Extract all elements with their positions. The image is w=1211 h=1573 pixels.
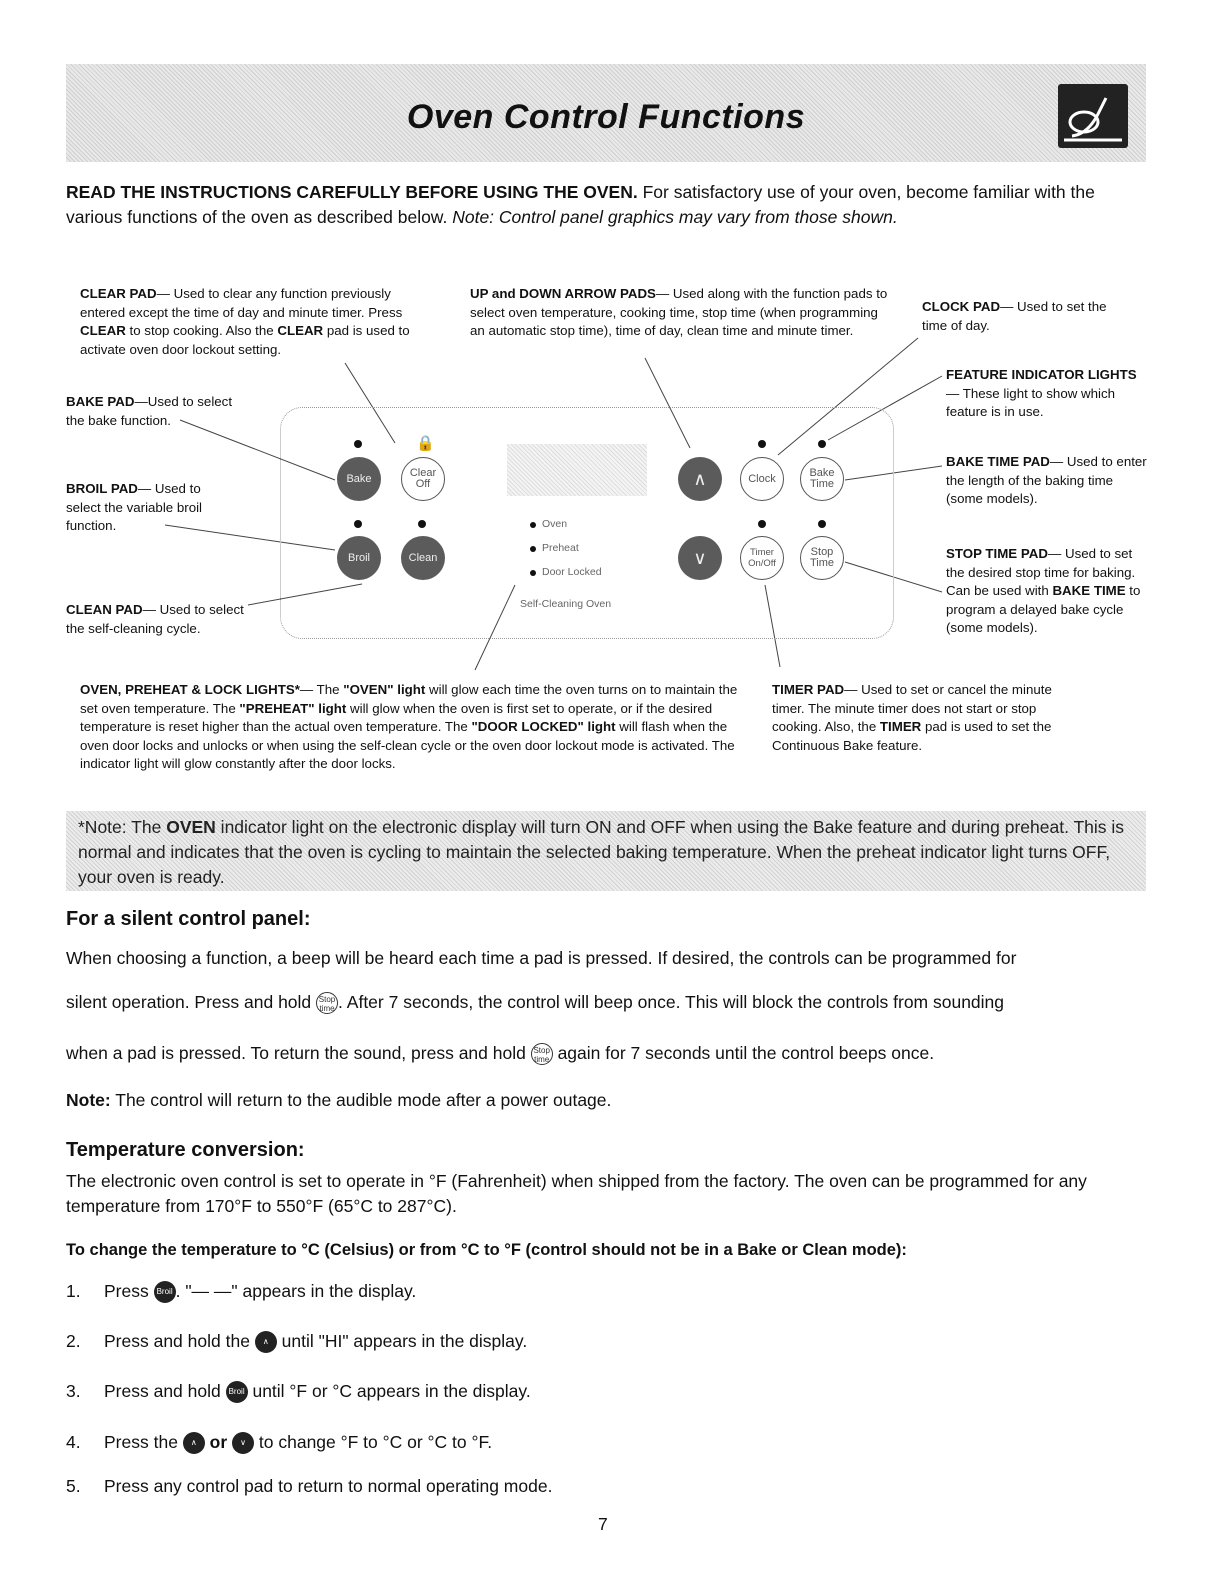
callout-indicator-lights: OVEN, PREHEAT & LOCK LIGHTS*— The "OVEN" light will glow each time the oven turns on to maintain the set oven temperature. The "PREHEAT" light will glow when the oven is first set to operate, or if the desired temperature is reset higher than the actual oven temperature. The "DOOR LOCKED" light will flash when the oven door locks and unlocks or when using the self-clean cycle or the oven door lockout mode is activated. The indicator light will glow constantly after the door locks. — [80, 682, 738, 771]
feature-light-broil — [354, 520, 362, 528]
callout-clean-pad: CLEAN PAD— Used to select the self-cleaning cycle. — [66, 602, 244, 636]
preheat-indicator-label: Preheat — [542, 542, 579, 554]
silent-paragraph-line1: When choosing a function, a beep will be heard each time a pad is pressed. If desired, the controls can be programmed for — [66, 948, 1017, 968]
timer-on-off-pad[interactable]: Timer On/Off — [740, 536, 784, 580]
oven-light-dot — [530, 522, 536, 528]
feature-light-bake — [354, 440, 362, 448]
feature-light-clean — [418, 520, 426, 528]
callout-arrow-pads: UP and DOWN ARROW PADS— Used along with the function pads to select oven temperature, cooking time, stop time (when programming an automatic stop time), time of day, clean time and minute timer. — [470, 286, 888, 338]
bake-time-pad[interactable]: Bake Time — [800, 457, 844, 501]
silent-paragraph-line3: when a pad is pressed. To return the sound, press and hold Stop time again for 7 seconds until the control beeps once. — [66, 1043, 935, 1065]
temperature-paragraph: The electronic oven control is set to operate in °F (Fahrenheit) when shipped from the factory. The oven can be programmed for any temperature from 170°F to 550°F (65°C to 287°C). — [66, 1171, 1087, 1216]
stop-time-pad-icon: Stop time — [531, 1043, 553, 1065]
callout-clock-pad: CLOCK PAD— Used to set the time of day. — [922, 299, 1107, 333]
step-4: 4. Press the ∧ or ∨ to change °F to °C or °C to °F. — [66, 1430, 1156, 1455]
callout-stop-time-pad: STOP TIME PAD— Used to set the desired stop time for baking. Can be used with BAKE TIME to program a delayed bake cycle (some models). — [946, 546, 1141, 635]
callout-bake-time-pad: BAKE TIME PAD— Used to enter the length of the baking time (some models). — [946, 454, 1147, 506]
clock-pad[interactable]: Clock — [740, 457, 784, 501]
temperature-subheading: To change the temperature to °C (Celsius) or from °C to °F (control should not be in a Bake or Clean mode): — [66, 1241, 907, 1259]
up-arrow-pad[interactable]: ∧ — [678, 457, 722, 501]
callout-broil-pad: BROIL PAD— Used to select the variable broil function. — [66, 481, 202, 533]
silent-note: Note: The control will return to the audible mode after a power outage. — [66, 1090, 612, 1110]
broil-pad-icon: Broil — [226, 1381, 248, 1403]
callout-clear-pad: CLEAR PAD— Used to clear any function previously entered except the time of day and minute timer. Press CLEAR to stop cooking. Also the CLEAR pad is used to activate oven door lockout setting. — [80, 286, 410, 357]
self-cleaning-indicator-label: Self-Cleaning Oven — [520, 598, 612, 610]
door-locked-light-dot — [530, 570, 536, 576]
step-3: 3. Press and hold Broil until °F or °C appears in the display. — [66, 1379, 1156, 1404]
broil-pad-icon: Broil — [154, 1281, 176, 1303]
step-2: 2. Press and hold the ∧ until "HI" appears in the display. — [66, 1329, 1156, 1354]
preheat-note-text: *Note: The OVEN indicator light on the electronic display will turn ON and OFF when using the Bake feature and during preheat. This is normal and indicates that the oven is cycling to maintain the selected baking temperature. When the preheat indicator light turns OFF, your oven is ready. — [78, 817, 1125, 887]
bake-pad[interactable]: Bake — [337, 457, 381, 501]
intro-warning: READ THE INSTRUCTIONS CAREFULLY BEFORE USING THE OVEN. — [66, 182, 638, 202]
feature-light-timer — [758, 520, 766, 528]
intro-text: For satisfactory use of your oven, become familiar with the various functions of the oven as described below. — [66, 182, 1095, 227]
door-locked-indicator-label: Door Locked — [542, 566, 602, 578]
feature-light-stop-time — [818, 520, 826, 528]
down-arrow-pad-icon: ∨ — [232, 1432, 254, 1454]
clear-off-pad[interactable]: Clear Off — [401, 457, 445, 501]
page-title: Oven Control Functions — [406, 98, 806, 136]
step-1: 1. Press Broil . "— —" appears in the display. — [66, 1279, 1156, 1304]
temperature-heading: Temperature conversion: — [66, 1139, 305, 1161]
lock-icon: 🔒 — [416, 435, 435, 452]
page-number: 7 — [598, 1514, 608, 1534]
stop-time-pad-icon: Stop time — [316, 992, 338, 1014]
electronic-display — [507, 444, 647, 496]
stop-time-pad[interactable]: Stop Time — [800, 536, 844, 580]
intro-note: Note: Control panel graphics may vary from those shown. — [452, 207, 898, 227]
broil-pad[interactable]: Broil — [337, 536, 381, 580]
step-5: 5. Press any control pad to return to normal operating mode. — [66, 1476, 553, 1496]
feature-light-clock — [758, 440, 766, 448]
silent-paragraph-line2: silent operation. Press and hold Stop time . After 7 seconds, the control will beep once. This will block the controls from sounding — [66, 992, 1005, 1014]
feature-light-bake-time — [818, 440, 826, 448]
oven-indicator-label: Oven — [542, 518, 568, 530]
up-arrow-pad-icon: ∧ — [255, 1331, 277, 1353]
callout-timer-pad: TIMER PAD— Used to set or cancel the minute timer. The minute timer does not start or stop cooking. Also, the TIMER pad is used to set the Continuous Bake feature. — [772, 682, 1052, 753]
up-arrow-pad-icon: ∧ — [183, 1432, 205, 1454]
down-arrow-pad[interactable]: ∨ — [678, 536, 722, 580]
callout-feature-lights: FEATURE INDICATOR LIGHTS— These light to show which feature is in use. — [946, 367, 1137, 419]
callout-bake-pad: BAKE PAD—Used to select the bake function. — [66, 394, 233, 428]
preheat-note-box — [66, 811, 1146, 891]
preheat-light-dot — [530, 546, 536, 552]
silent-panel-heading: For a silent control panel: — [66, 908, 311, 930]
clean-pad[interactable]: Clean — [401, 536, 445, 580]
